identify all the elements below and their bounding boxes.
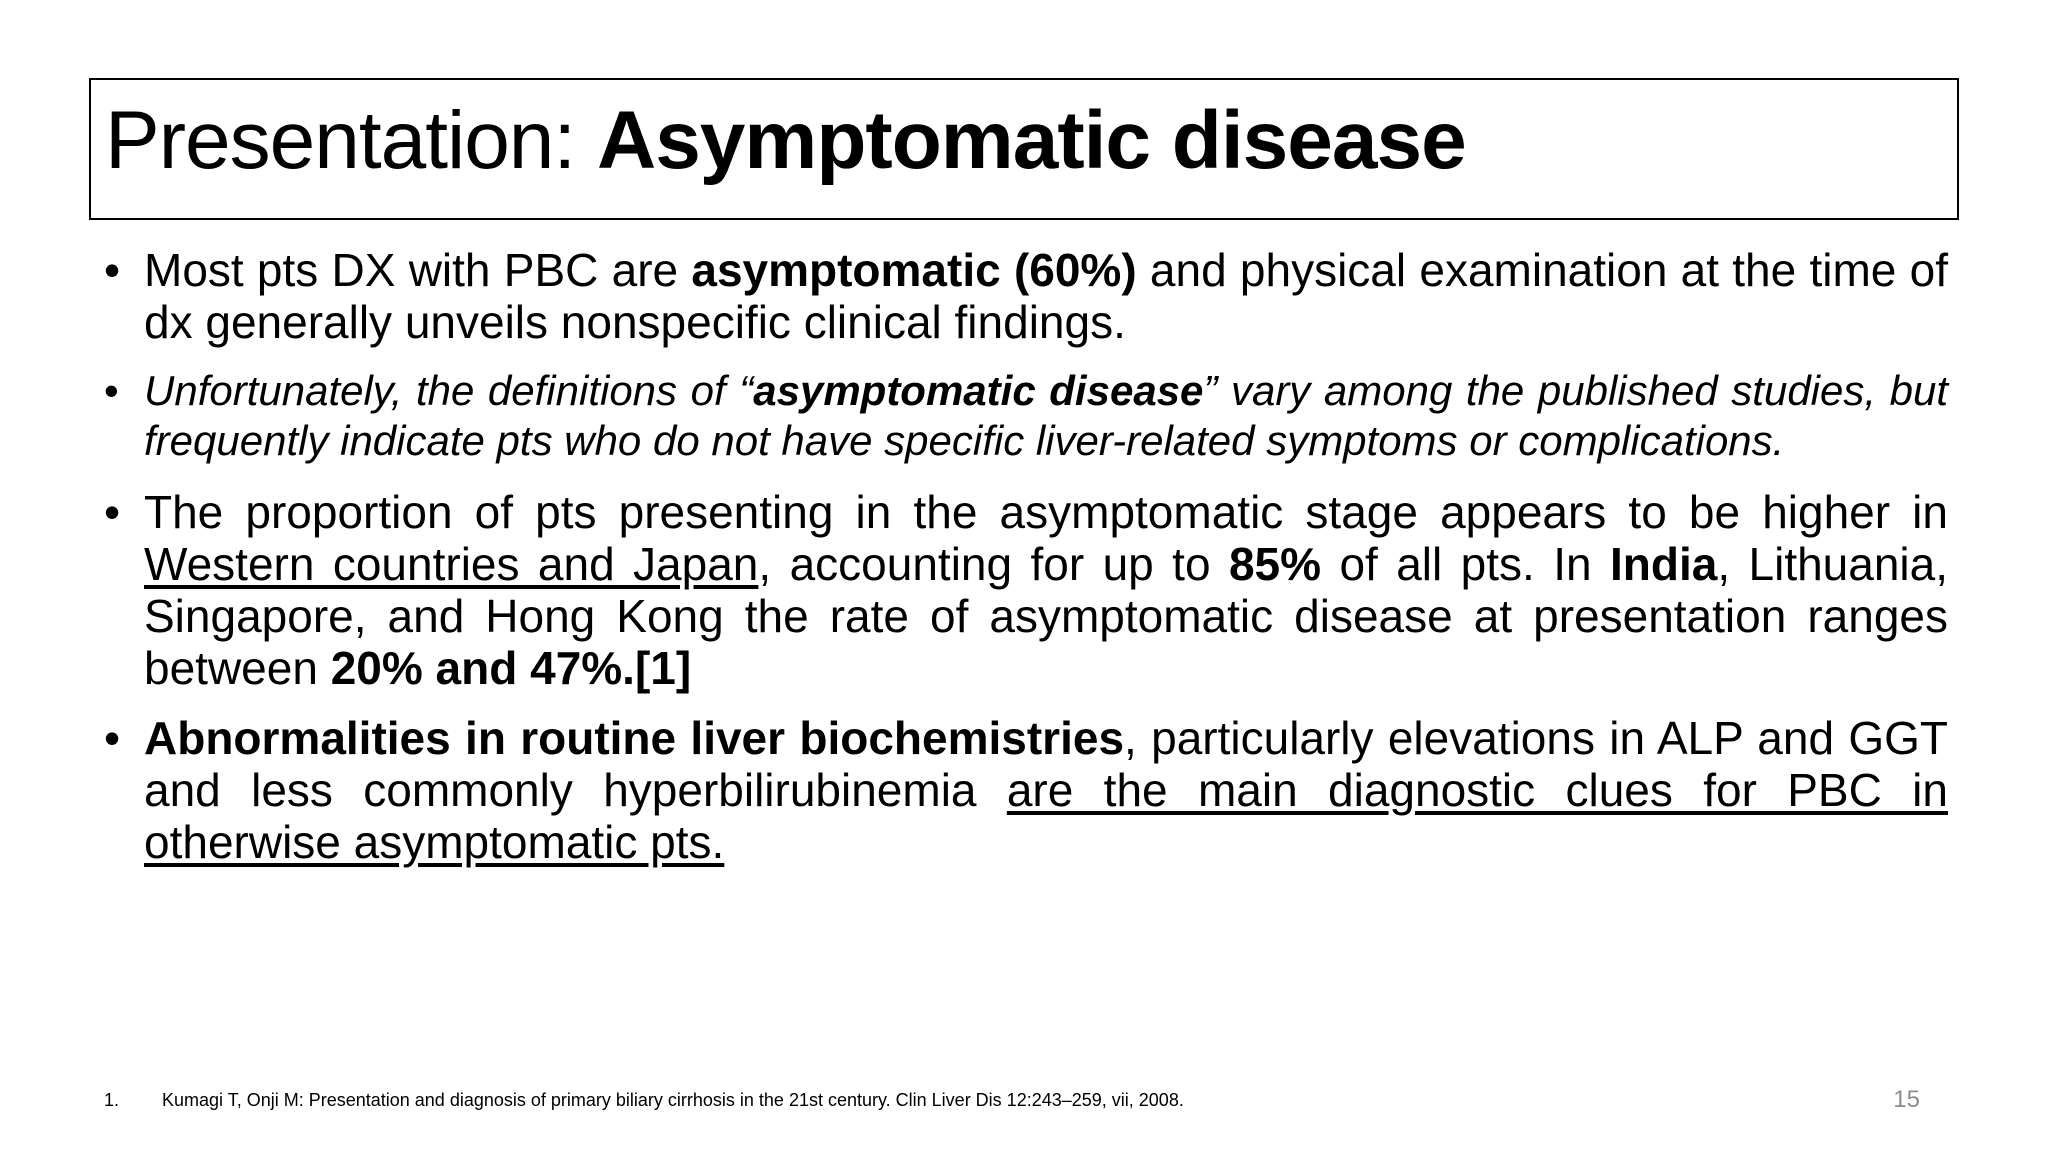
bullet-asymptomatic-prevalence	[104, 244, 1948, 348]
bullet-text-underlined: Western countries and Japan	[144, 538, 759, 590]
bullet-text-bold: asymptomatic disease	[753, 367, 1204, 414]
bullet-text: , Lithuania, Singapore, and Hong Kong the rate of asymptomatic disease at presentation ranges between	[144, 538, 1949, 694]
footnote-reference	[104, 1088, 1184, 1112]
bullet-definitions	[104, 366, 1948, 466]
bullet-dot: •	[104, 712, 121, 764]
slide-title	[105, 90, 1466, 193]
bullet-dot: •	[104, 244, 121, 296]
footnote-number: 1.	[104, 1090, 120, 1110]
bullet-text: of all pts. In	[1321, 538, 1610, 590]
footnote-text: Kumagi T, Onji M: Presentation and diagnosis of primary biliary cirrhosis in the 21st century. Clin Liver Dis 12:243–259, vii, 2008.	[162, 1090, 1184, 1110]
bullet-biochemistry-clues	[104, 712, 1948, 868]
bullet-text: The proportion of pts presenting in the asymptomatic stage appears to be higher in	[144, 486, 1948, 538]
bullet-text-bold: asymptomatic (60%)	[691, 244, 1137, 296]
bullet-text: ” vary among the published studies, but frequently indicate pts who do not have specific liver-related symptoms or complications.	[144, 367, 1949, 464]
bullet-text-bold: Abnormalities in routine liver biochemistries	[144, 712, 1125, 764]
bullet-text-bold: 85%	[1228, 538, 1322, 590]
title-normal-part: Presentation:	[105, 95, 597, 186]
bullet-text: and physical examination at the time of dx generally unveils nonspecific clinical findings.	[144, 244, 1948, 348]
title-bold-part: Asymptomatic disease	[596, 95, 1466, 186]
title-box	[89, 78, 1959, 220]
bullet-dot: •	[104, 367, 119, 414]
bullet-dot: •	[104, 486, 121, 538]
bullet-text: Most pts DX with PBC are	[144, 244, 692, 296]
bullet-text: Unfortunately, the definitions of “	[144, 367, 754, 414]
bullet-text: , accounting for up to	[758, 538, 1229, 590]
bullet-text-bold: 20% and 47%.[1]	[330, 642, 692, 694]
bullet-text-bold: India	[1609, 538, 1718, 590]
page-number: 15	[1893, 1086, 1920, 1113]
bullet-regional-proportion	[104, 486, 1948, 694]
bullet-text-underlined: are the main diagnostic clues for PBC in otherwise asymptomatic pts.	[144, 764, 1948, 868]
bullet-text: , particularly elevations in ALP and GGT and less commonly hyperbilirubinemia	[144, 712, 1949, 816]
bullet-list	[104, 244, 1948, 886]
